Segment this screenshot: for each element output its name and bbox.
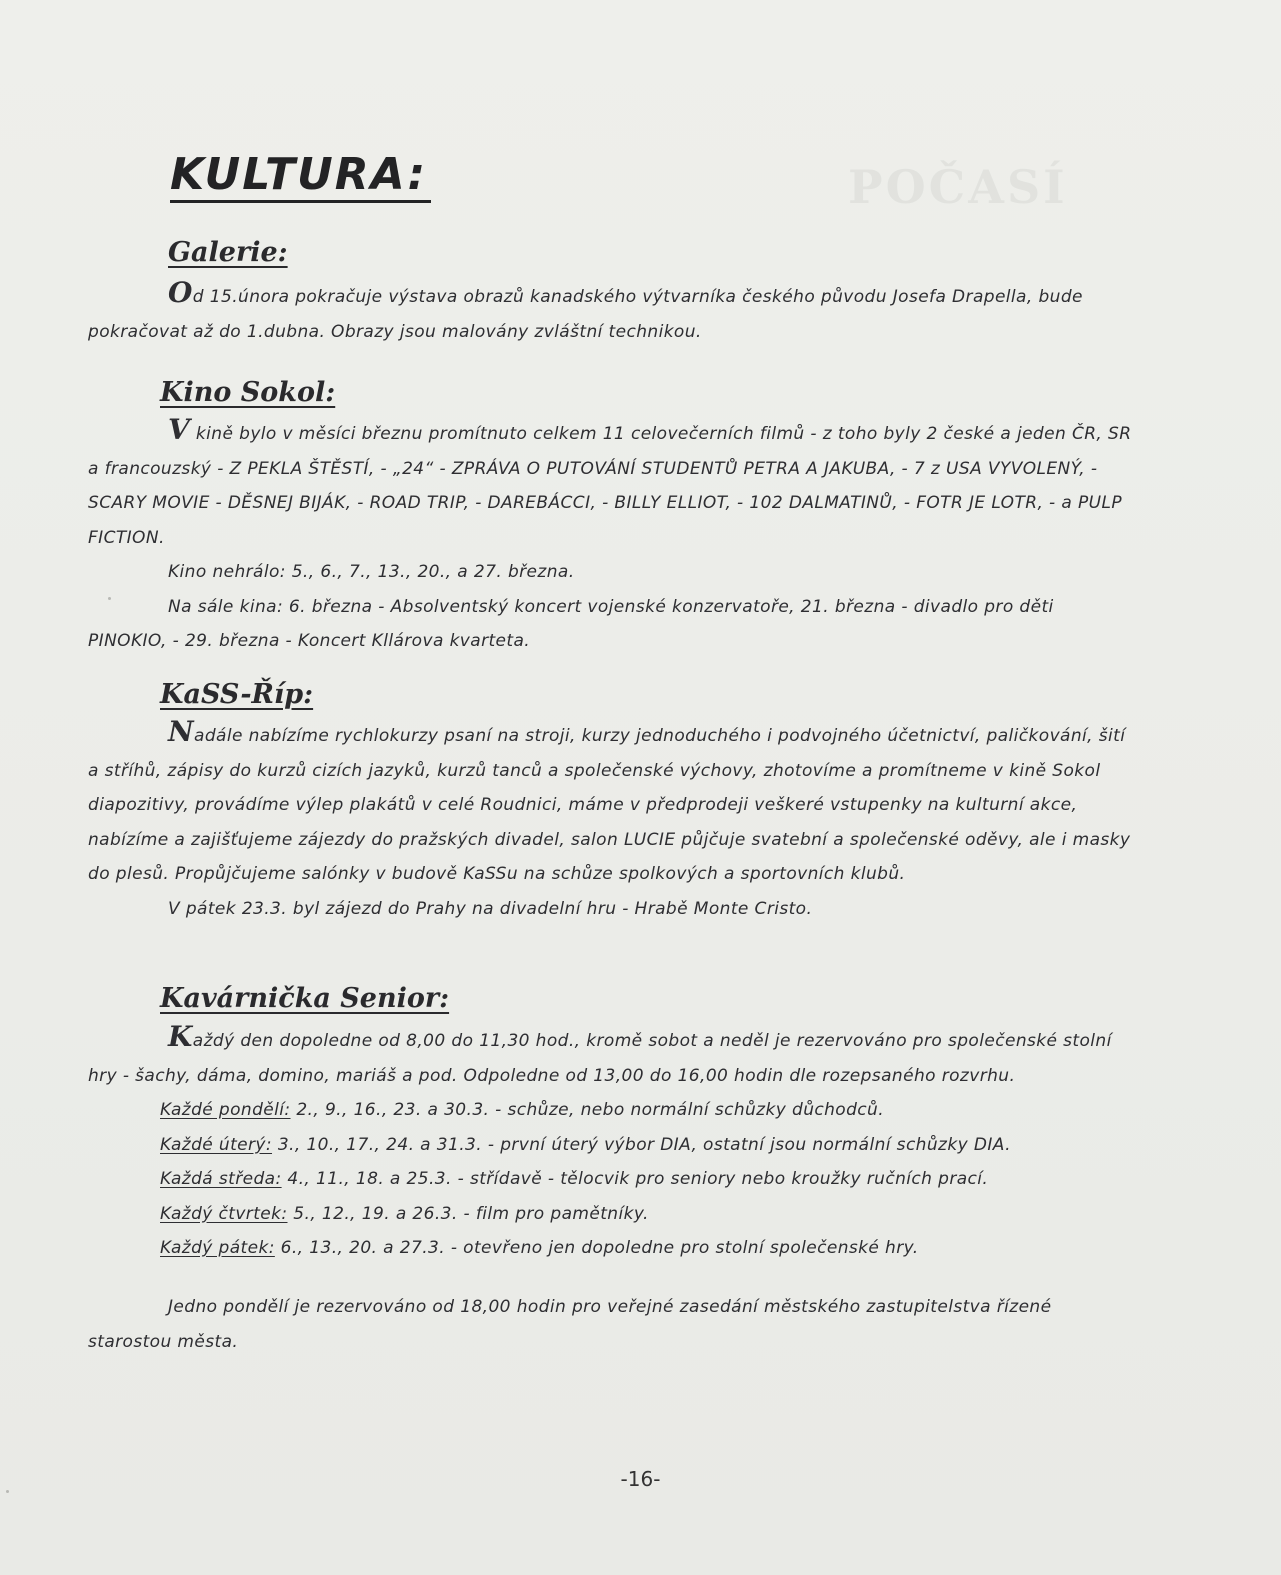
section-heading-galerie: Galerie: [168,237,288,268]
schedule-row-tuesday [88,1128,1133,1163]
schedule-day-label: Každý čtvrtek: [160,1203,288,1224]
schedule-row-monday [88,1093,1133,1128]
schedule-day-label: Každá středa: [160,1169,282,1189]
section-heading-senior: Kavárnička Senior: [160,983,450,1014]
page-number: -16- [620,1467,661,1491]
closing-paragraph: Jedno pondělí je rezervováno od 18,00 hodin pro veřejné zasedání městského zastupitelstva řízené starostou města. [88,1297,1052,1352]
paper-speck [108,597,111,600]
kino-paragraph-hall: Na sále kina: 6. března - Absolventský koncert vojenské konzervatoře, 21. března - divadlo pro děti PINOKIO, - 29. března - Koncert Kllárova kvarteta. [88,596,1054,651]
senior-weekly-schedule [88,1093,1133,1266]
schedule-day-text: 3., 10., 17., 24. a 31.3. - první úterý výbor DIA, ostatní jsou normální schůzky DIA. [272,1134,1011,1155]
section-body-senior [88,1020,1133,1266]
schedule-day-label: Každé pondělí: [160,1100,291,1120]
kino-paragraph-films [88,413,1133,555]
galerie-paragraph [88,276,1133,349]
paper-speck [6,1490,9,1493]
kino-dropcap: V [168,413,191,446]
schedule-day-text: 4., 11., 18. a 25.3. - střídavě - tělocvik pro seniory nebo kroužky ručních prací. [281,1169,989,1189]
bleed-through-text: POČASÍ [848,160,1068,214]
page-title: KULTURA: [170,150,431,203]
schedule-day-text: 6., 13., 20. a 27.3. - otevřeno jen dopoledne pro stolní společenské hry. [274,1238,919,1258]
section-body-kino [88,413,1133,659]
senior-dropcap: K [168,1020,193,1053]
kass-paragraph-trip: V pátek 23.3. byl zájezd do Prahy na divadelní hru - Hrabě Monte Cristo. [168,898,813,919]
section-heading-kino: Kino Sokol: [160,377,336,408]
kino-films-text: kině bylo v měsíci březnu promítnuto celkem 11 celovečerních filmů - z toho byly 2 české a jeden ČR, SR a francouzský - Z PEKLA ŠTĚSTÍ, - „24“ - ZPRÁVA O PUTOVÁNÍ STUDENTŮ PETRA A JAKUBA, - 7 z USA VYVOLENÝ, - SCARY MOVIE - DĚSNEJ BIJÁK, - ROAD TRIP, - DAREBÁCCI, - BILLY ELLIOT, - 102 DALMATINŮ, - FOTR JE LOTR, - a PULP FICTION. [88,424,1132,548]
kass-paragraph-services [88,715,1133,892]
section-heading-kass: KaSS-Říp: [160,679,314,710]
kino-paragraph-closed: Kino nehrálo: 5., 6., 7., 13., 20., a 27. března. [168,562,575,582]
schedule-row-thursday [88,1197,1133,1232]
galerie-dropcap: O [168,276,193,309]
section-body-galerie [88,276,1133,349]
schedule-day-text: 2., 9., 16., 23. a 30.3. - schůze, nebo normální schůzky důchodců. [290,1100,885,1120]
schedule-row-friday [88,1231,1133,1266]
closing-note [88,1290,1133,1359]
senior-paragraph-hours [88,1020,1133,1093]
schedule-row-wednesday [88,1162,1133,1197]
section-body-kass [88,715,1133,926]
schedule-day-label: Každý pátek: [160,1238,275,1258]
schedule-day-label: Každé úterý: [160,1134,273,1155]
schedule-day-text: 5., 12., 19. a 26.3. - film pro pamětníky. [287,1203,649,1224]
kass-dropcap: N [168,715,194,748]
senior-hours-text: aždý den dopoledne od 8,00 do 11,30 hod., kromě sobot a neděl je rezervováno pro společenské stolní hry - šachy, dáma, domino, mariáš a pod. Odpoledne od 13,00 do 16,00 hodin dle rozepsaného rozvrhu. [88,1031,1112,1086]
kass-services-text: adále nabízíme rychlokurzy psaní na stroji, kurzy jednoduchého i podvojného účetnictví, paličkování, šití a stříhů, zápisy do kurzů cizích jazyků, kurzů tanců a společenské výchovy, zhotovíme a promítneme v kině Sokol diapozitivy, provádíme výlep plakátů v celé Roudnici, máme v předprodeji veškeré vstupenky na kulturní akce, nabízíme a zajišťujeme zájezdy do pražských divadel, salon LUCIE půjčuje svatební a společenské oděvy, ale i masky do plesů. Propůjčujeme salónky v budově KaSSu na schůze spolkových a sportovních klubů. [88,726,1131,884]
galerie-text: d 15.února pokračuje výstava obrazů kanadského výtvarníka českého původu Josefa Drapella, bude pokračovat až do 1.dubna. Obrazy jsou malovány zvláštní technikou. [88,287,1083,342]
